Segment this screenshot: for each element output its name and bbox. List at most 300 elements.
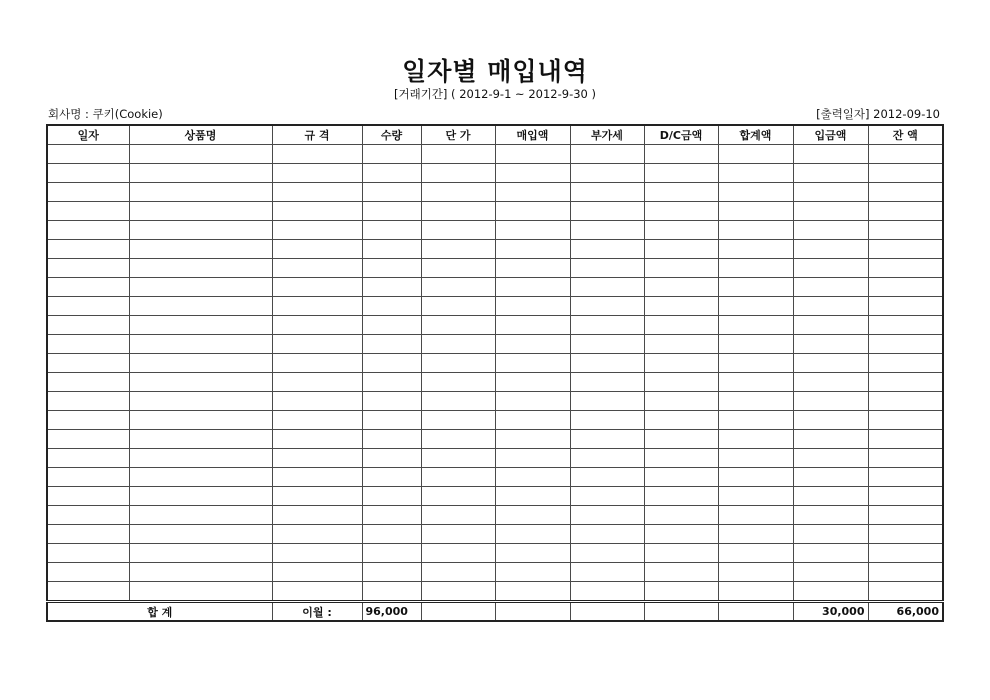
- table-cell: [495, 183, 570, 202]
- table-cell: [129, 411, 272, 430]
- table-cell: [718, 354, 793, 373]
- table-cell: [570, 468, 644, 487]
- table-cell: [129, 373, 272, 392]
- table-cell: [570, 411, 644, 430]
- table-cell: [272, 240, 362, 259]
- table-cell: [47, 183, 129, 202]
- table-cell: [272, 335, 362, 354]
- table-cell: [47, 164, 129, 183]
- table-cell: [129, 221, 272, 240]
- table-cell: [644, 544, 718, 563]
- table-cell: [272, 487, 362, 506]
- table-cell: [47, 487, 129, 506]
- table-cell: [129, 145, 272, 164]
- print-date: [출력일자] 2012-09-10: [816, 107, 940, 121]
- table-row: [47, 449, 943, 468]
- document-title: 일자별 매입내역: [402, 57, 588, 86]
- table-cell: [793, 202, 868, 221]
- table-cell: [421, 506, 495, 525]
- table-cell: [570, 259, 644, 278]
- table-cell: [272, 468, 362, 487]
- table-cell: [718, 468, 793, 487]
- table-cell: [495, 582, 570, 602]
- table-cell: [868, 164, 943, 183]
- table-row: [47, 354, 943, 373]
- header-row: [47, 125, 943, 145]
- table-cell: [718, 164, 793, 183]
- table-cell: [362, 430, 421, 449]
- table-cell: [495, 164, 570, 183]
- table-cell: [793, 563, 868, 582]
- table-cell: [272, 563, 362, 582]
- table-cell: [644, 316, 718, 335]
- table-cell: [793, 259, 868, 278]
- transaction-period: [거래기간] ( 2012-9-1 ~ 2012-9-30 ): [393, 87, 596, 101]
- table-cell: [47, 506, 129, 525]
- table-cell: [129, 468, 272, 487]
- table-cell: [644, 430, 718, 449]
- company-name: 회사명 : 쿠키(Cookie): [48, 107, 163, 121]
- table-cell: [47, 525, 129, 544]
- table-cell: [868, 506, 943, 525]
- table-cell: [718, 449, 793, 468]
- table-cell: [570, 316, 644, 335]
- table-cell: [47, 582, 129, 602]
- table-cell: [129, 544, 272, 563]
- table-cell: [570, 487, 644, 506]
- table-cell: [129, 430, 272, 449]
- table-cell: [718, 544, 793, 563]
- table-cell: [421, 183, 495, 202]
- table-cell: [718, 297, 793, 316]
- table-cell: [868, 392, 943, 411]
- table-cell: [570, 525, 644, 544]
- table-cell: [570, 335, 644, 354]
- table-cell: [495, 506, 570, 525]
- carry-over-label: 이월 :: [272, 602, 362, 622]
- table-cell: [47, 392, 129, 411]
- table-cell: [47, 430, 129, 449]
- table-cell: [793, 297, 868, 316]
- table-cell: [362, 145, 421, 164]
- table-cell: [362, 259, 421, 278]
- table-cell: [421, 487, 495, 506]
- table-cell: [644, 240, 718, 259]
- table-cell: [272, 411, 362, 430]
- header-unit-price: 단 가: [421, 125, 495, 145]
- table-cell: [718, 525, 793, 544]
- table-cell: [718, 202, 793, 221]
- table-cell: [644, 335, 718, 354]
- table-cell: [793, 316, 868, 335]
- table-cell: [47, 297, 129, 316]
- table-row: [47, 563, 943, 582]
- total-cell-unit-price: [421, 602, 495, 622]
- table-cell: [644, 278, 718, 297]
- table-cell: [421, 392, 495, 411]
- table-cell: [421, 297, 495, 316]
- table-cell: [570, 164, 644, 183]
- table-cell: [495, 354, 570, 373]
- table-cell: [868, 316, 943, 335]
- table-cell: [47, 449, 129, 468]
- table-cell: [495, 373, 570, 392]
- table-cell: [272, 544, 362, 563]
- table-row: [47, 525, 943, 544]
- table-cell: [362, 563, 421, 582]
- table-cell: [644, 183, 718, 202]
- table-cell: [495, 335, 570, 354]
- table-cell: [718, 278, 793, 297]
- table-cell: [570, 278, 644, 297]
- table-cell: [129, 259, 272, 278]
- table-cell: [570, 449, 644, 468]
- table-cell: [718, 259, 793, 278]
- table-cell: [793, 145, 868, 164]
- table-cell: [272, 373, 362, 392]
- table-cell: [421, 525, 495, 544]
- table-cell: [362, 164, 421, 183]
- table-cell: [868, 297, 943, 316]
- table-cell: [793, 278, 868, 297]
- header-vat: 부가세: [570, 125, 644, 145]
- table-cell: [495, 392, 570, 411]
- table-cell: [644, 468, 718, 487]
- table-cell: [793, 582, 868, 602]
- table-cell: [868, 183, 943, 202]
- table-row: [47, 373, 943, 392]
- table-cell: [129, 525, 272, 544]
- table-cell: [272, 316, 362, 335]
- table-cell: [868, 240, 943, 259]
- table-cell: [718, 335, 793, 354]
- table-cell: [868, 487, 943, 506]
- table-cell: [644, 487, 718, 506]
- table-cell: [495, 563, 570, 582]
- table-cell: [129, 392, 272, 411]
- table-cell: [47, 259, 129, 278]
- table-cell: [362, 392, 421, 411]
- table-cell: [644, 202, 718, 221]
- table-row: [47, 259, 943, 278]
- table-cell: [272, 278, 362, 297]
- table-cell: [362, 487, 421, 506]
- header-date: 일자: [47, 125, 129, 145]
- table-row: [47, 411, 943, 430]
- table-cell: [272, 145, 362, 164]
- table-cell: [47, 202, 129, 221]
- table-cell: [272, 430, 362, 449]
- table-cell: [129, 240, 272, 259]
- table-cell: [868, 373, 943, 392]
- table-cell: [793, 354, 868, 373]
- table-cell: [793, 335, 868, 354]
- table-cell: [793, 430, 868, 449]
- table-cell: [793, 487, 868, 506]
- table-cell: [495, 278, 570, 297]
- table-cell: [362, 202, 421, 221]
- table-cell: [495, 525, 570, 544]
- table-cell: [793, 240, 868, 259]
- table-cell: [868, 563, 943, 582]
- table-cell: [793, 373, 868, 392]
- table-cell: [644, 259, 718, 278]
- table-cell: [495, 487, 570, 506]
- table-cell: [570, 373, 644, 392]
- table-cell: [644, 164, 718, 183]
- table-cell: [47, 145, 129, 164]
- table-cell: [47, 411, 129, 430]
- table-cell: [644, 411, 718, 430]
- table-cell: [793, 468, 868, 487]
- table-cell: [495, 240, 570, 259]
- table-cell: [362, 582, 421, 602]
- table-cell: [421, 278, 495, 297]
- table-cell: [47, 544, 129, 563]
- table-cell: [362, 506, 421, 525]
- table-cell: [272, 183, 362, 202]
- table-cell: [868, 449, 943, 468]
- table-cell: [868, 430, 943, 449]
- header-spec: 규 격: [272, 125, 362, 145]
- table-cell: [362, 335, 421, 354]
- table-cell: [868, 145, 943, 164]
- table-cell: [421, 240, 495, 259]
- table-cell: [421, 316, 495, 335]
- table-cell: [129, 487, 272, 506]
- table-cell: [421, 354, 495, 373]
- table-cell: [421, 221, 495, 240]
- table-cell: [570, 563, 644, 582]
- table-cell: [868, 202, 943, 221]
- table-cell: [421, 430, 495, 449]
- table-cell: [793, 506, 868, 525]
- table-cell: [421, 164, 495, 183]
- table-row: [47, 183, 943, 202]
- table-row: [47, 221, 943, 240]
- table-cell: [644, 221, 718, 240]
- table-cell: [421, 145, 495, 164]
- header-dc-amount: D/C금액: [644, 125, 718, 145]
- table-cell: [129, 202, 272, 221]
- table-cell: [421, 411, 495, 430]
- table-cell: [362, 468, 421, 487]
- table-cell: [644, 297, 718, 316]
- table-cell: [129, 335, 272, 354]
- table-cell: [272, 297, 362, 316]
- table-cell: [868, 335, 943, 354]
- table-cell: [570, 297, 644, 316]
- table-cell: [362, 183, 421, 202]
- table-cell: [570, 221, 644, 240]
- table-cell: [129, 563, 272, 582]
- table-cell: [47, 316, 129, 335]
- balance-total: 66,000: [868, 602, 943, 622]
- table-cell: [421, 373, 495, 392]
- table-cell: [495, 449, 570, 468]
- table-cell: [129, 449, 272, 468]
- table-cell: [495, 411, 570, 430]
- table-cell: [495, 316, 570, 335]
- table-cell: [644, 373, 718, 392]
- table-cell: [362, 316, 421, 335]
- table-cell: [644, 563, 718, 582]
- table-row: [47, 468, 943, 487]
- table-cell: [868, 525, 943, 544]
- table-cell: [421, 582, 495, 602]
- table-cell: [362, 221, 421, 240]
- table-cell: [644, 582, 718, 602]
- carry-over-amount: 96,000: [362, 602, 421, 622]
- table-cell: [868, 354, 943, 373]
- table-cell: [718, 392, 793, 411]
- table-cell: [793, 449, 868, 468]
- table-cell: [272, 164, 362, 183]
- table-cell: [272, 582, 362, 602]
- table-cell: [362, 525, 421, 544]
- table-cell: [47, 354, 129, 373]
- table-cell: [362, 297, 421, 316]
- table-cell: [570, 392, 644, 411]
- table-cell: [570, 240, 644, 259]
- table-cell: [495, 259, 570, 278]
- table-cell: [718, 430, 793, 449]
- table-cell: [362, 544, 421, 563]
- table-cell: [272, 354, 362, 373]
- table-cell: [570, 506, 644, 525]
- table-cell: [129, 297, 272, 316]
- total-cell-vat: [570, 602, 644, 622]
- table-cell: [495, 544, 570, 563]
- table-cell: [718, 240, 793, 259]
- table-cell: [129, 164, 272, 183]
- table-cell: [272, 221, 362, 240]
- table-cell: [272, 525, 362, 544]
- table-row: [47, 582, 943, 602]
- header-balance: 잔 액: [868, 125, 943, 145]
- table-cell: [644, 506, 718, 525]
- table-row: [47, 506, 943, 525]
- table-cell: [570, 544, 644, 563]
- table-cell: [570, 145, 644, 164]
- table-cell: [570, 354, 644, 373]
- table-cell: [272, 449, 362, 468]
- purchase-table: [46, 124, 944, 622]
- total-cell-purchase: [495, 602, 570, 622]
- table-cell: [718, 316, 793, 335]
- table-cell: [868, 259, 943, 278]
- table-cell: [793, 392, 868, 411]
- table-cell: [362, 373, 421, 392]
- table-row: [47, 335, 943, 354]
- table-row: [47, 316, 943, 335]
- table-cell: [718, 221, 793, 240]
- table-cell: [868, 221, 943, 240]
- header-product-name: 상품명: [129, 125, 272, 145]
- header-deposit-amount: 입금액: [793, 125, 868, 145]
- header-quantity: 수량: [362, 125, 421, 145]
- table-cell: [495, 468, 570, 487]
- table-cell: [868, 582, 943, 602]
- table-cell: [793, 544, 868, 563]
- table-cell: [47, 240, 129, 259]
- table-cell: [272, 392, 362, 411]
- table-cell: [362, 354, 421, 373]
- table-cell: [793, 221, 868, 240]
- table-cell: [272, 259, 362, 278]
- table-cell: [718, 183, 793, 202]
- table-row: [47, 164, 943, 183]
- table-row: [47, 145, 943, 164]
- table-cell: [495, 145, 570, 164]
- table-cell: [495, 221, 570, 240]
- table-cell: [129, 354, 272, 373]
- table-cell: [718, 506, 793, 525]
- table-cell: [421, 259, 495, 278]
- table-cell: [495, 297, 570, 316]
- table-cell: [644, 145, 718, 164]
- table-cell: [868, 411, 943, 430]
- table-cell: [421, 563, 495, 582]
- table-cell: [570, 202, 644, 221]
- table-cell: [421, 202, 495, 221]
- table-cell: [718, 487, 793, 506]
- table-cell: [47, 221, 129, 240]
- table-cell: [129, 506, 272, 525]
- table-cell: [421, 468, 495, 487]
- deposit-total: 30,000: [793, 602, 868, 622]
- table-cell: [644, 392, 718, 411]
- table-cell: [47, 563, 129, 582]
- table-cell: [129, 316, 272, 335]
- table-cell: [495, 202, 570, 221]
- table-cell: [718, 145, 793, 164]
- table-cell: [793, 183, 868, 202]
- table-cell: [644, 525, 718, 544]
- total-label: 합 계: [47, 602, 272, 622]
- table-row: [47, 202, 943, 221]
- table-cell: [718, 373, 793, 392]
- total-cell-dc: [644, 602, 718, 622]
- table-cell: [129, 278, 272, 297]
- table-cell: [718, 563, 793, 582]
- table-row: [47, 487, 943, 506]
- table-cell: [793, 164, 868, 183]
- table-row: [47, 392, 943, 411]
- table-body: [47, 145, 943, 622]
- header-purchase-amount: 매입액: [495, 125, 570, 145]
- table-cell: [570, 430, 644, 449]
- table-cell: [421, 449, 495, 468]
- table-cell: [272, 506, 362, 525]
- total-row: [47, 602, 943, 622]
- header-total-amount: 합계액: [718, 125, 793, 145]
- table-cell: [362, 240, 421, 259]
- table-cell: [793, 411, 868, 430]
- table-cell: [362, 449, 421, 468]
- table-cell: [272, 202, 362, 221]
- table-cell: [793, 525, 868, 544]
- table-cell: [644, 354, 718, 373]
- table-cell: [570, 582, 644, 602]
- table-cell: [421, 544, 495, 563]
- table-cell: [644, 449, 718, 468]
- table-cell: [362, 411, 421, 430]
- table-row: [47, 544, 943, 563]
- table-row: [47, 297, 943, 316]
- table-cell: [718, 582, 793, 602]
- table-row: [47, 278, 943, 297]
